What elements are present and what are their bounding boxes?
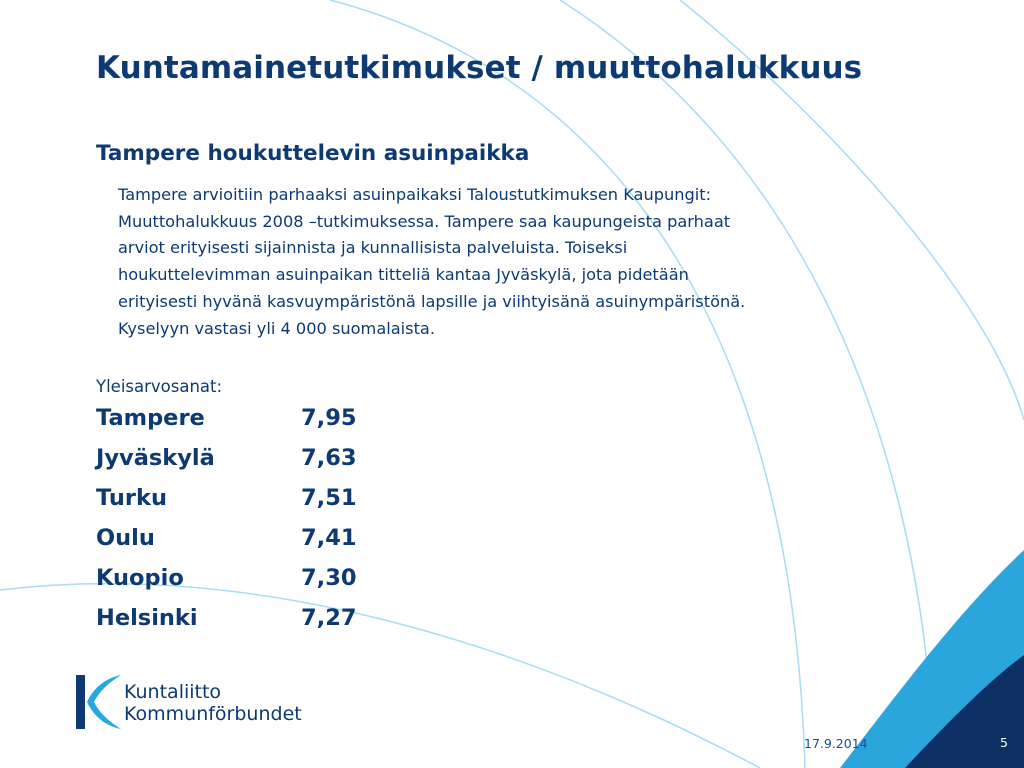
grade-city: Oulu [96, 525, 155, 551]
grade-city: Kuopio [96, 565, 184, 591]
paragraph-line: Muuttohalukkuus 2008 –tutkimuksessa. Tampere saa kaupungeista parhaat [118, 211, 731, 231]
grade-value: 7,63 [301, 445, 357, 471]
grade-city: Jyväskylä [96, 445, 215, 471]
grade-city: Tampere [96, 405, 205, 431]
grade-row [96, 405, 416, 445]
slide-title: Kuntamainetutkimukset / muuttohalukkuus [96, 50, 863, 86]
grade-row [96, 445, 416, 485]
paragraph-line: Tampere arvioitiin parhaaksi asuinpaikaksi Taloustutkimuksen Kaupungit: [118, 185, 712, 204]
grade-value: 7,27 [301, 605, 357, 631]
page-number: 5 [1000, 735, 1008, 750]
grade-row [96, 525, 416, 565]
grade-row [96, 565, 416, 605]
paragraph-line: houkuttelevimman asuinpaikan titteliä kantaa Jyväskylä, jota pidetään [118, 265, 689, 285]
grade-value: 7,51 [301, 485, 357, 511]
body-paragraph [118, 182, 918, 342]
grade-row [96, 485, 416, 525]
grade-value: 7,30 [301, 565, 357, 591]
paragraph-line: arviot erityisesti sijainnista ja kunnallisista palveluista. Toiseksi [118, 238, 628, 258]
grades-label: Yleisarvosanat: [96, 377, 223, 396]
footer-date: 17.9.2014 [804, 736, 868, 751]
paragraph-line: erityisesti hyvänä kasvuympäristönä lapsille ja viihtyisänä asuinympäristönä. [118, 291, 746, 311]
grade-value: 7,95 [301, 405, 357, 431]
logo-wordmark [124, 681, 302, 725]
grade-city: Helsinki [96, 605, 198, 631]
grade-city: Turku [96, 485, 167, 511]
slide-subtitle: Tampere houkuttelevin asuinpaikka [96, 141, 530, 166]
logo-line-2: Kommunförbundet [124, 703, 302, 725]
logo-line-1: Kuntaliitto [124, 681, 222, 703]
grades-list [96, 405, 416, 645]
kuntaliitto-k-logo-icon [76, 673, 122, 731]
kuntaliitto-logo [76, 673, 336, 733]
grade-row [96, 605, 416, 645]
grade-value: 7,41 [301, 525, 357, 551]
paragraph-line: Kyselyyn vastasi yli 4 000 suomalaista. [118, 318, 435, 338]
